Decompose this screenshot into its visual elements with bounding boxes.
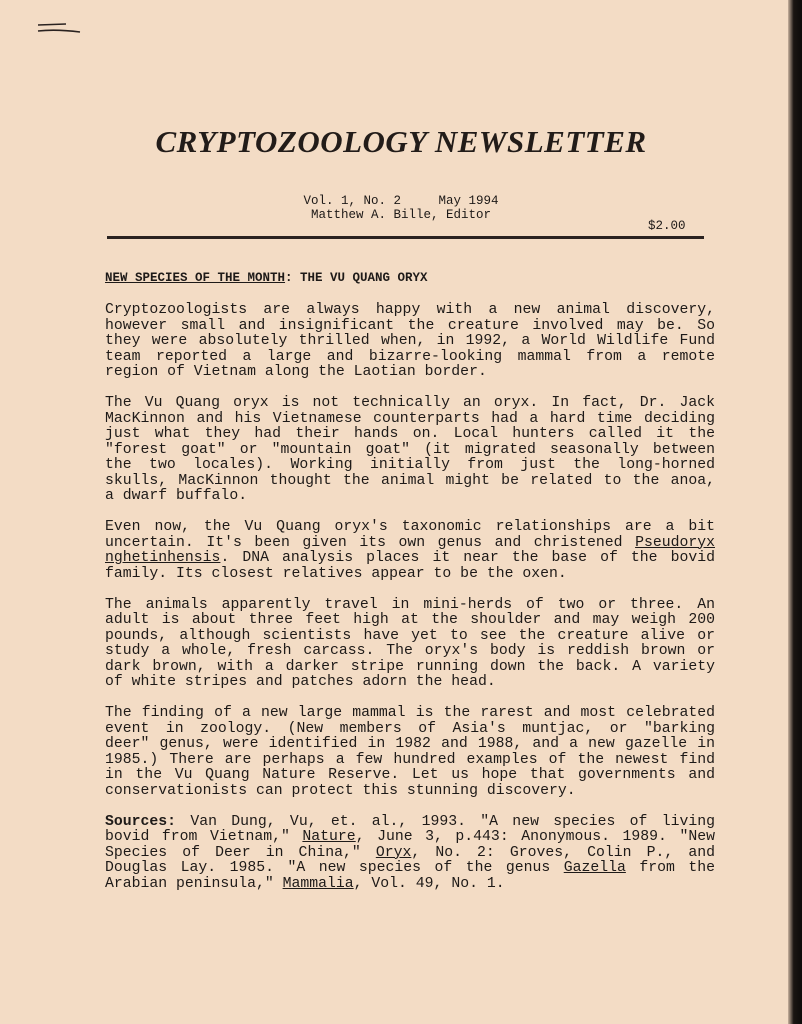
text-segment: Species of Deer in China," [105,844,376,861]
text-segment: the two locales). Working initially from just the long-horned [105,457,715,473]
heading-rest: : THE VU QUANG ORYX [285,271,428,285]
text-segment: team reported a large and bizarre-looking mammal from a remote [105,348,715,365]
text-segment: family. Its closest relatives appear to be the oxen. [105,565,567,582]
text-line [105,443,715,459]
text-segment: , Vol. 49, No. 1. [353,875,505,892]
text-segment: skulls, MacKinnon thought the animal might be related to the anoa, [105,472,715,489]
text-line [105,877,715,893]
text-segment: deer" genus, were identified in 1982 and 1988, and a new gazelle in [105,736,715,752]
text-line [105,815,715,831]
text-segment: event in zoology. (New members of Asia's muntjac, or "barking [105,720,715,737]
text-segment: adult is about three feet high at the shoulder and may weigh 200 [105,612,715,628]
text-segment: uncertain. It's been given its own genus and christened [105,534,636,551]
text-line [105,737,715,753]
text-segment: of white stripes and patches adorn the head. [105,674,496,690]
text-segment: Arabian peninsula," [105,875,283,892]
text-segment: however small and insignificant the creature involved may be. So [105,317,715,334]
text-segment: "forest goat" or "mountain goat" (it migrated seasonally between [105,441,715,458]
text-segment: The animals apparently travel in mini-herds of two or three. An [105,596,715,613]
text-line [105,412,715,428]
text-segment: Van Dung, Vu, et. al., 1993. "A new species of living [176,813,715,830]
underlined-title: Oryx [375,844,412,861]
text-line [105,644,715,660]
text-line [105,629,715,645]
underlined-title: Pseudoryx [635,534,715,551]
paragraph [105,520,715,582]
text-line [105,365,715,381]
text-line [105,551,715,567]
text-line [105,458,715,474]
text-segment: just what they had their hands on. Local hunters called it the [105,426,715,442]
text-segment: from the [625,860,716,876]
text-segment: Cryptozoologists are always happy with a new animal discovery, [105,302,715,318]
text-line [105,722,715,738]
newsletter-title: CRYPTOZOOLOGY NEWSLETTER [155,124,647,159]
text-segment: pounds, although scientists have yet to see the creature alive or [105,627,715,644]
text-line [105,427,715,443]
sources-paragraph [105,815,715,893]
text-segment: 1985.) There are perhaps a few hundred examples of the newest find [105,751,715,768]
text-line [105,660,715,676]
text-line [105,861,715,877]
text-line [105,474,715,490]
text-segment: . DNA analysis places it near the base of the bovid [220,550,715,566]
text-line [105,706,715,722]
text-segment: they were absolutely thrilled when, in 1992, a World Wildlife Fund [105,333,715,349]
underlined-title: nghetinhensis [105,550,221,566]
text-segment: MacKinnon and his Vietnamese counterparts had a hard time deciding [105,410,715,427]
text-segment: conservationists can protect this stunning discovery. [105,782,576,799]
issue-info [276,194,526,222]
underlined-title: Gazella [563,860,626,876]
text-segment: a dwarf buffalo. [105,488,248,504]
article-body [105,303,715,908]
text-line [105,768,715,784]
text-segment: in the Vu Quang Nature Reserve. Let us hope that governments and [105,767,715,783]
text-line [105,334,715,350]
text-segment: , June 3, p.443: Anonymous. 1989. "New [355,829,715,845]
text-segment: region of Vietnam along the Laotian border. [105,364,487,380]
text-line [105,846,715,862]
text-line [105,567,715,583]
text-line [105,396,715,412]
paragraph [105,396,715,505]
text-line [105,536,715,552]
text-segment: , No. 2: Groves, Colin P., and [411,844,716,861]
handwritten-mark-icon [36,22,82,36]
underlined-title: Nature [302,829,356,845]
heading-label: NEW SPECIES OF THE MONTH [105,271,286,285]
text-line [105,830,715,846]
text-segment: The Vu Quang oryx is not technically an oryx. In fact, Dr. Jack [105,395,715,411]
text-line [105,753,715,769]
text-segment: Douglas Lay. 1985. "A new species of the genus [105,860,564,876]
text-segment: Even now, the Vu Quang oryx's taxonomic relationships are a bit [105,519,715,535]
paragraph [105,598,715,691]
text-line [105,613,715,629]
text-segment: bovid from Vietnam," [105,829,303,845]
text-line [105,303,715,319]
text-line [105,319,715,335]
price: $2.00 [648,219,686,233]
text-line [105,784,715,800]
header-rule [107,236,704,239]
text-line [105,489,715,505]
text-segment: study a whole, fresh carcass. The oryx's body is reddish brown or [105,643,715,659]
paragraph [105,303,715,381]
text-line [105,350,715,366]
sources-label: Sources: [105,813,177,830]
issue-line: Vol. 1, No. 2 May 1994 [303,194,499,208]
text-segment: The finding of a new large mammal is the rarest and most celebrated [105,705,715,721]
paragraph [105,706,715,799]
editor-line: Matthew A. Bille, Editor [310,208,492,222]
text-segment: dark brown, with a darker stripe running down the back. A variety [105,658,715,675]
text-line [105,675,715,691]
scan-edge-shadow [788,0,802,1024]
underlined-title: Mammalia [282,875,354,892]
text-line [105,520,715,536]
article-heading [105,271,428,285]
text-line [105,598,715,614]
